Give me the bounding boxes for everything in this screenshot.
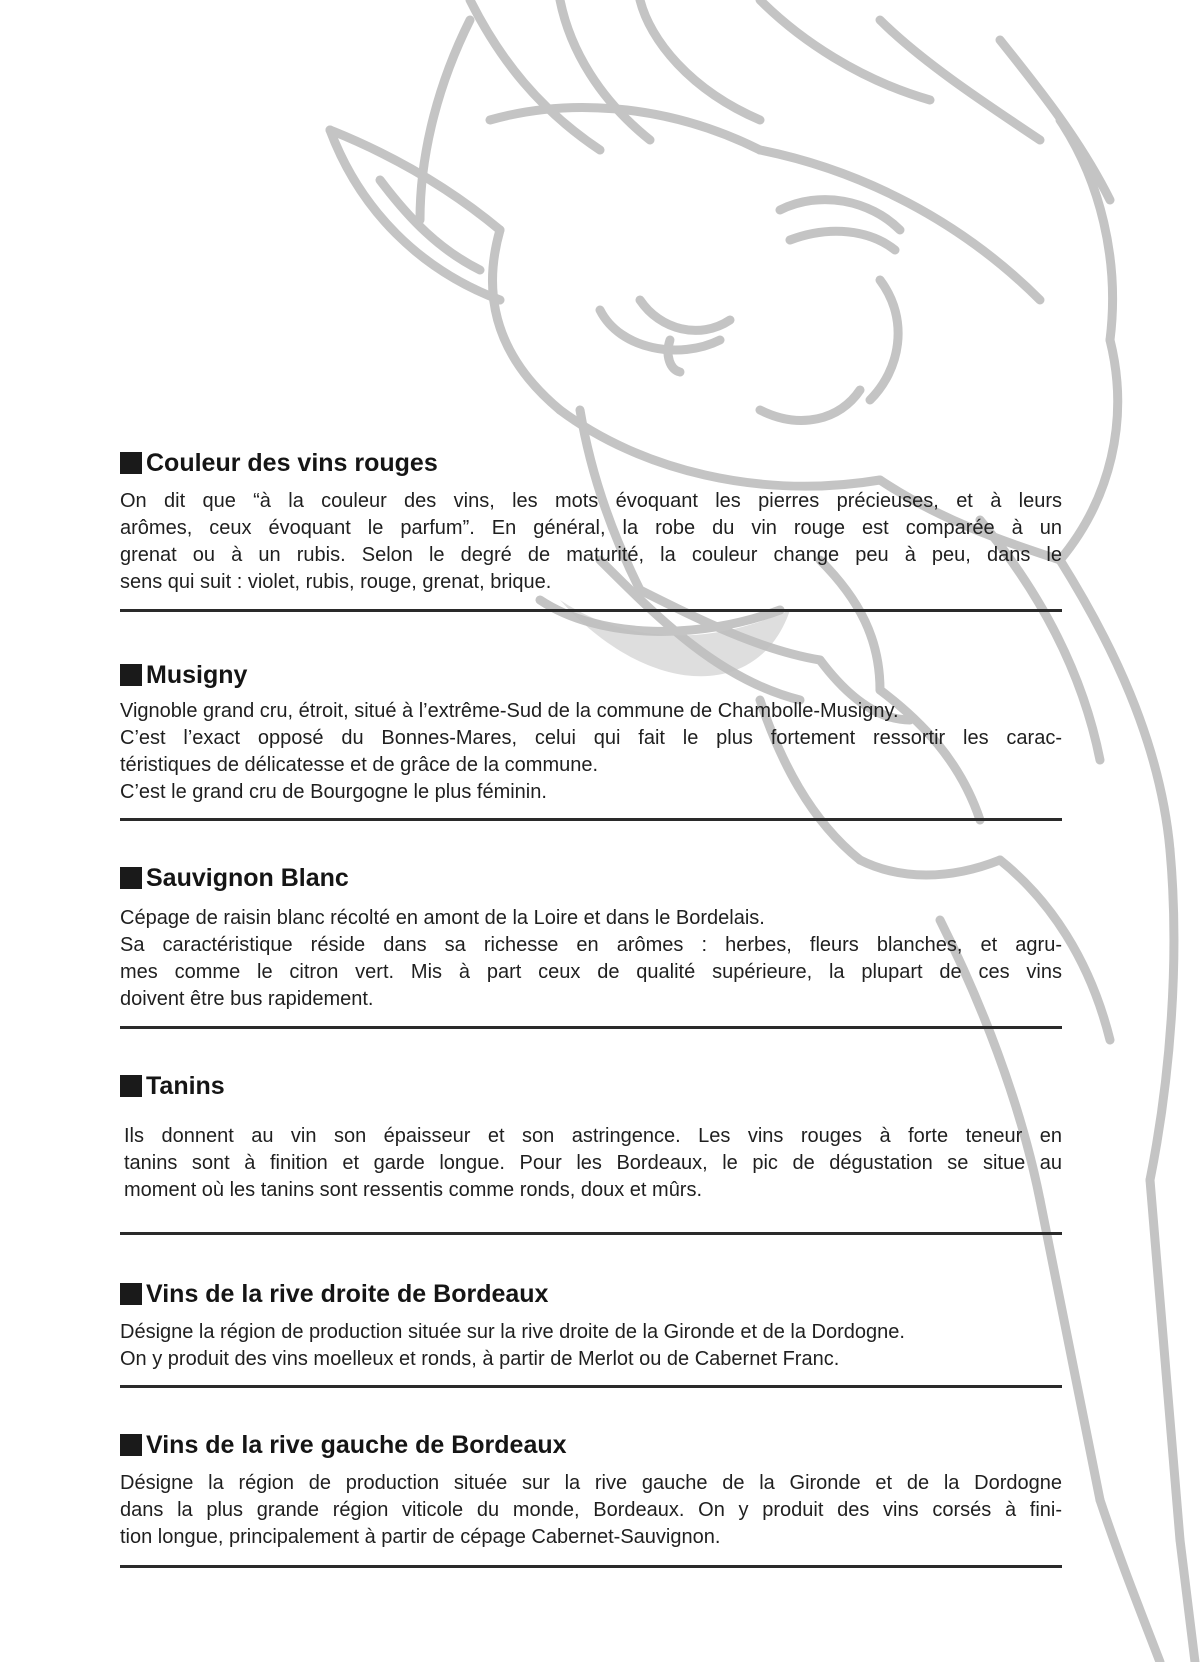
entry-title-text: Tanins <box>146 1072 225 1100</box>
entry-line: téristiques de délicatesse et de grâce de la commune. <box>120 754 599 776</box>
entry-title-text: Vins de la rive droite de Bordeaux <box>146 1280 549 1308</box>
entry-title <box>120 660 1062 690</box>
entry-line: On dit que “à la couleur des vins, les mots évoquant les pierres précieuses, et à leurs <box>120 490 1062 512</box>
glossary-entry-rive-droite <box>120 1279 1062 1388</box>
entry-title <box>120 1279 1062 1309</box>
entry-line: moment où les tanins sont ressentis comme ronds, doux et mûrs. <box>124 1179 703 1201</box>
entry-line: Cépage de raisin blanc récolté en amont de la Loire et dans le Bordelais. <box>120 907 765 929</box>
entry-line: Désigne la région de production située sur la rive droite de la Gironde et de la Dordogne. <box>120 1321 905 1343</box>
square-bullet-icon <box>120 1075 142 1097</box>
entry-body <box>120 698 1062 806</box>
entry-title-text: Sauvignon Blanc <box>146 864 349 892</box>
entry-line: sens qui suit : violet, rubis, rouge, grenat, brique. <box>120 571 552 593</box>
entry-line: Vignoble grand cru, étroit, situé à l’extrême-Sud de la commune de Chambolle-Musigny. <box>120 700 899 722</box>
entry-line: tion longue, principalement à partir de cépage Cabernet-Sauvignon. <box>120 1526 721 1548</box>
entry-body <box>120 1470 1062 1551</box>
glossary-entry-musigny <box>120 660 1062 821</box>
entry-line: dans la plus grande région viticole du monde, Bordeaux. On y produit des vins corsés à fini- <box>120 1499 1062 1521</box>
entry-title-text: Couleur des vins rouges <box>146 449 438 477</box>
entry-line: arômes, ceux évoquant le parfum”. En général, la robe du vin rouge est comparée à un <box>120 517 1062 539</box>
entry-title <box>120 1430 1062 1460</box>
square-bullet-icon <box>120 664 142 686</box>
square-bullet-icon <box>120 1283 142 1305</box>
glossary-entry-couleur <box>120 448 1062 612</box>
entry-title-text: Musigny <box>146 661 248 689</box>
entry-body <box>120 488 1062 596</box>
entry-line: mes comme le citron vert. Mis à part ceux de qualité supérieure, la plupart de ces vins <box>120 961 1062 983</box>
entry-line: Désigne la région de production située sur la rive gauche de la Gironde et de la Dordogne <box>120 1472 1062 1494</box>
entry-body <box>120 1319 1062 1373</box>
entry-title <box>120 448 1062 478</box>
square-bullet-icon <box>120 1434 142 1456</box>
entry-body <box>120 1123 1062 1204</box>
entry-line: C’est l’exact opposé du Bonnes-Mares, celui qui fait le plus fortement ressortir les carac- <box>120 727 1062 749</box>
entry-title-text: Vins de la rive gauche de Bordeaux <box>146 1431 567 1459</box>
square-bullet-icon <box>120 452 142 474</box>
entry-line: C’est le grand cru de Bourgogne le plus féminin. <box>120 781 547 803</box>
glossary-entry-tanins <box>120 1071 1062 1235</box>
entry-title <box>120 1071 1062 1101</box>
entry-line: tanins sont à finition et garde longue. Pour les Bordeaux, le pic de dégustation se situe au <box>124 1152 1062 1174</box>
glossary-entry-sauvignon-blanc <box>120 863 1062 1029</box>
entry-line: On y produit des vins moelleux et ronds, à partir de Merlot ou de Cabernet Franc. <box>120 1348 840 1370</box>
entry-title <box>120 863 1062 893</box>
entry-line: grenat ou à un rubis. Selon le degré de maturité, la couleur change peu à peu, dans le <box>120 544 1062 566</box>
entry-body <box>120 905 1062 1013</box>
glossary <box>120 448 1062 1568</box>
square-bullet-icon <box>120 867 142 889</box>
entry-line: doivent être bus rapidement. <box>120 988 374 1010</box>
entry-line: Sa caractéristique réside dans sa richesse en arômes : herbes, fleurs blanches, et agru- <box>120 934 1062 956</box>
entry-line: Ils donnent au vin son épaisseur et son astringence. Les vins rouges à forte teneur en <box>124 1125 1062 1147</box>
glossary-entry-rive-gauche <box>120 1430 1062 1568</box>
